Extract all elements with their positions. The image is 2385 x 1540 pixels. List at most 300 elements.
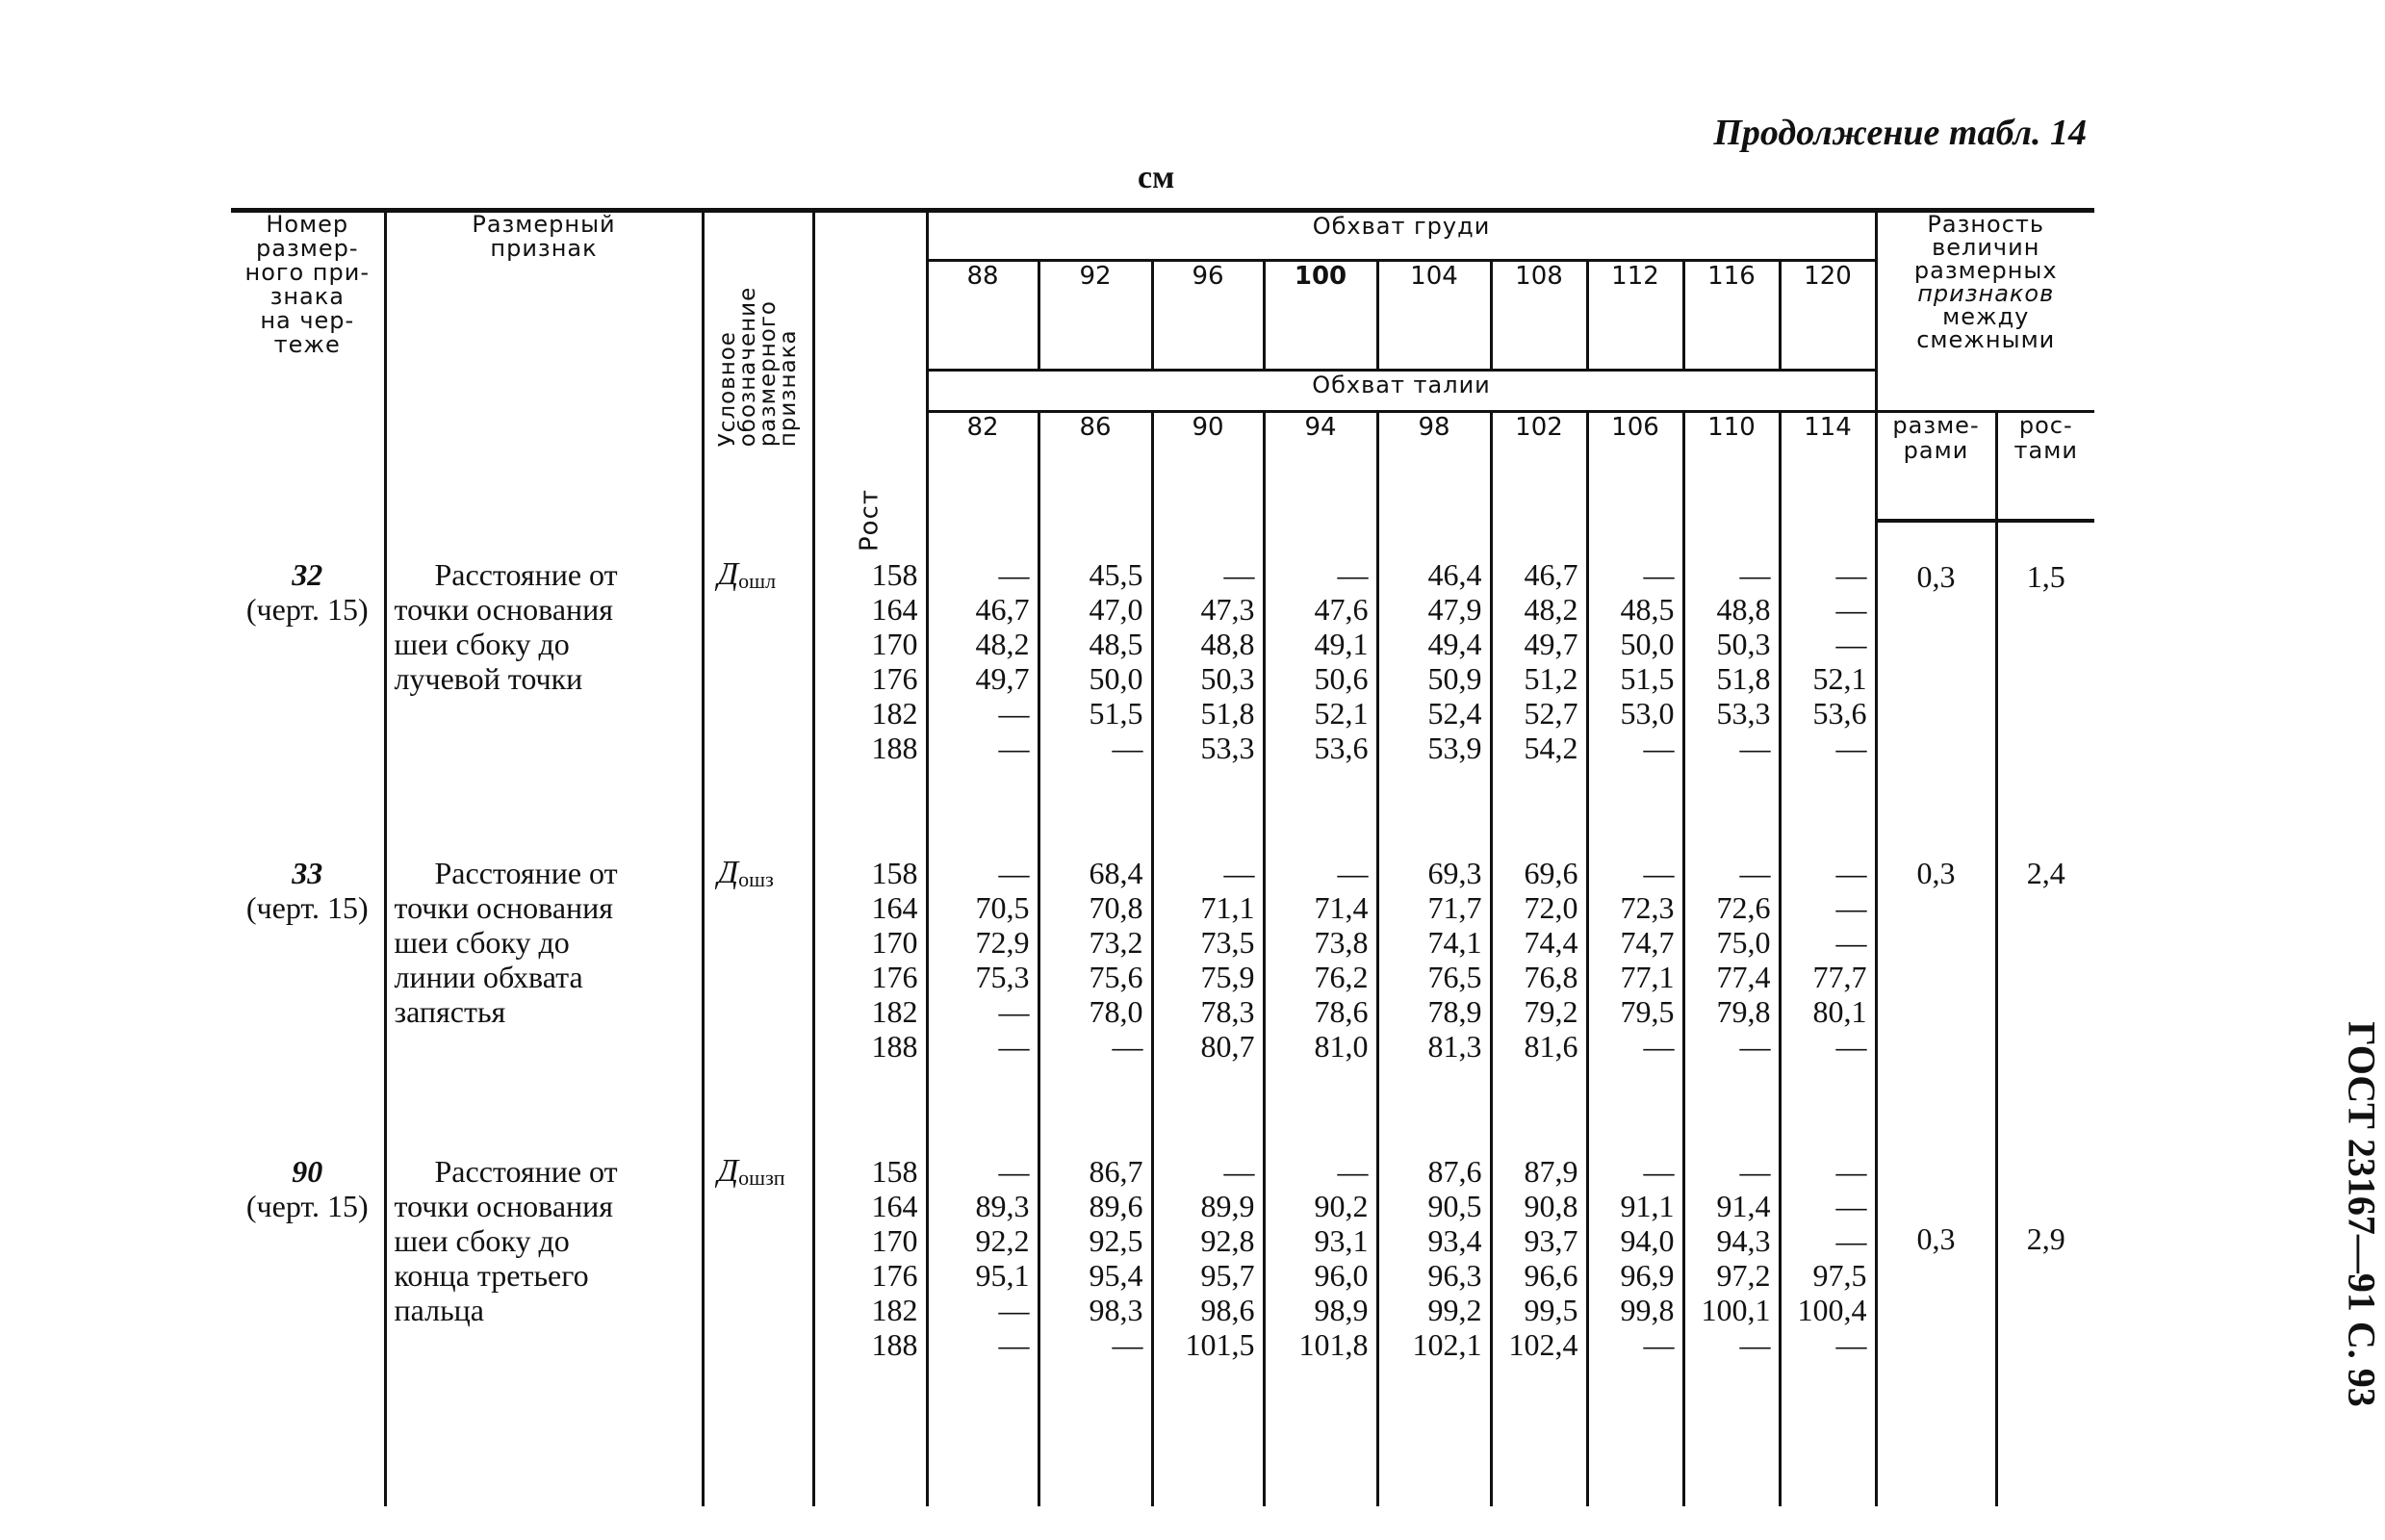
header-number-line: размер- bbox=[256, 235, 359, 262]
cell-value: — bbox=[1835, 1327, 1867, 1362]
cell-value: 51,5 bbox=[1620, 661, 1675, 696]
cell-value: 77,7 bbox=[1812, 960, 1867, 994]
cell-value: — bbox=[998, 1327, 1030, 1362]
cell-value: 78,9 bbox=[1427, 994, 1482, 1029]
row-symbol bbox=[703, 521, 813, 819]
cell-value: 72,9 bbox=[975, 925, 1030, 960]
waist-86: 86 bbox=[1039, 411, 1152, 521]
value-column bbox=[1683, 1117, 1780, 1506]
cell-value: 74,1 bbox=[1427, 925, 1482, 960]
cell-value: 78,0 bbox=[1089, 994, 1143, 1029]
cell-value: 92,5 bbox=[1089, 1223, 1143, 1258]
value-column bbox=[1780, 521, 1876, 819]
value-column bbox=[1683, 819, 1780, 1117]
cell-value: 48,2 bbox=[975, 627, 1030, 661]
cell-value: 92,2 bbox=[975, 1223, 1030, 1258]
row-name-line: Расстояние от bbox=[434, 1154, 618, 1189]
cell-value: 48,8 bbox=[1200, 627, 1255, 661]
cell-value: 96,6 bbox=[1524, 1258, 1578, 1293]
cell-value: 100,1 bbox=[1701, 1293, 1771, 1327]
header-name-line: признак bbox=[490, 235, 598, 262]
height-value: 164 bbox=[871, 890, 918, 925]
cell-value: 50,6 bbox=[1314, 661, 1369, 696]
cell-value: 102,1 bbox=[1412, 1327, 1482, 1362]
cell-value: 50,0 bbox=[1620, 627, 1675, 661]
cell-value: 90,2 bbox=[1314, 1189, 1369, 1223]
row-symbol-base: Д bbox=[717, 556, 739, 592]
header-number-line: теже bbox=[273, 331, 341, 358]
header-height-label: Рост bbox=[855, 488, 885, 552]
row-name-line: шеи сбоку до bbox=[394, 1223, 570, 1258]
header-symbol bbox=[703, 211, 813, 522]
cell-value: 80,7 bbox=[1200, 1029, 1255, 1064]
row-name-line: пальца bbox=[394, 1293, 484, 1327]
cell-value: 53,6 bbox=[1812, 696, 1867, 731]
cell-value: — bbox=[1223, 557, 1255, 592]
row-name-cell bbox=[385, 1117, 703, 1506]
cell-value: 45,5 bbox=[1089, 557, 1143, 592]
height-value: 182 bbox=[871, 1293, 918, 1327]
row-number: 90 bbox=[292, 1154, 323, 1189]
row-number-cell bbox=[231, 521, 385, 819]
cell-value: — bbox=[1739, 731, 1771, 765]
cell-value: 47,9 bbox=[1427, 592, 1482, 627]
cell-value: 93,4 bbox=[1427, 1223, 1482, 1258]
value-column bbox=[1377, 1117, 1491, 1506]
cell-value: 73,2 bbox=[1089, 925, 1143, 960]
value-column bbox=[1491, 521, 1587, 819]
cell-value: 49,7 bbox=[975, 661, 1030, 696]
cell-value: — bbox=[1223, 1154, 1255, 1189]
chest-116: 116 bbox=[1683, 261, 1780, 370]
cell-value: 79,5 bbox=[1620, 994, 1675, 1029]
value-column bbox=[1491, 1117, 1587, 1506]
cell-value: — bbox=[998, 1293, 1030, 1327]
cell-value: 50,3 bbox=[1200, 661, 1255, 696]
cell-value: 89,6 bbox=[1089, 1189, 1143, 1223]
height-value: 170 bbox=[871, 1223, 918, 1258]
cell-value: 78,3 bbox=[1200, 994, 1255, 1029]
height-value: 188 bbox=[871, 731, 918, 765]
measurement-table bbox=[231, 208, 2094, 1506]
cell-value: — bbox=[998, 731, 1030, 765]
header-number-line: ного при- bbox=[244, 259, 370, 286]
cell-value: 97,2 bbox=[1716, 1258, 1771, 1293]
cell-value: 77,4 bbox=[1716, 960, 1771, 994]
row-name-line: линии обхвата bbox=[394, 960, 583, 994]
cell-value: 76,5 bbox=[1427, 960, 1482, 994]
value-column bbox=[1780, 1117, 1876, 1506]
waist-82: 82 bbox=[927, 411, 1039, 521]
header-number-line: знака bbox=[269, 283, 345, 310]
value-column bbox=[1587, 521, 1683, 819]
chest-108: 108 bbox=[1491, 261, 1587, 370]
header-diff-line: величин bbox=[1932, 234, 2040, 261]
header-diff-size-line: рами bbox=[1903, 436, 1969, 464]
row-name-line: точки основания bbox=[394, 890, 613, 925]
cell-value: 75,6 bbox=[1089, 960, 1143, 994]
cell-value: 51,8 bbox=[1716, 661, 1771, 696]
cell-value: 50,9 bbox=[1427, 661, 1482, 696]
cell-value: 94,0 bbox=[1620, 1223, 1675, 1258]
cell-value: 71,1 bbox=[1200, 890, 1255, 925]
cell-value: — bbox=[1112, 731, 1143, 765]
cell-value: 78,6 bbox=[1314, 994, 1369, 1029]
cell-value: 68,4 bbox=[1089, 856, 1143, 890]
cell-value: 81,3 bbox=[1427, 1029, 1482, 1064]
cell-value: 53,0 bbox=[1620, 696, 1675, 731]
header-name-line: Размерный bbox=[472, 211, 616, 238]
cell-value: 49,1 bbox=[1314, 627, 1369, 661]
cell-value: — bbox=[1223, 856, 1255, 890]
row-symbol-sub: ошз bbox=[738, 867, 774, 891]
header-diff-height-line: рос- bbox=[2018, 411, 2073, 439]
row-number-cell bbox=[231, 1117, 385, 1506]
cell-value: 95,1 bbox=[975, 1258, 1030, 1293]
cell-value: 49,7 bbox=[1524, 627, 1578, 661]
header-chest-title: Обхват груди bbox=[927, 211, 1876, 261]
cell-value: — bbox=[1643, 856, 1675, 890]
row-name-line: лучевой точки bbox=[394, 661, 583, 696]
waist-106: 106 bbox=[1587, 411, 1683, 521]
value-column bbox=[1039, 521, 1152, 819]
waist-98: 98 bbox=[1377, 411, 1491, 521]
cell-value: — bbox=[1835, 856, 1867, 890]
cell-value: — bbox=[1643, 557, 1675, 592]
height-value: 158 bbox=[871, 557, 918, 592]
header-number bbox=[231, 211, 385, 522]
cell-value: 72,0 bbox=[1524, 890, 1578, 925]
cell-value: 69,3 bbox=[1427, 856, 1482, 890]
cell-value: — bbox=[1835, 627, 1867, 661]
cell-value: — bbox=[1835, 1154, 1867, 1189]
cell-value: 47,3 bbox=[1200, 592, 1255, 627]
value-column bbox=[1264, 819, 1377, 1117]
cell-value: 49,4 bbox=[1427, 627, 1482, 661]
cell-value: 86,7 bbox=[1089, 1154, 1143, 1189]
height-value: 182 bbox=[871, 994, 918, 1029]
cell-value: — bbox=[1643, 1154, 1675, 1189]
row-symbol bbox=[703, 819, 813, 1117]
waist-110: 110 bbox=[1683, 411, 1780, 521]
cell-value: 96,9 bbox=[1620, 1258, 1675, 1293]
header-diff-line: признаков bbox=[1917, 280, 2055, 307]
cell-value: 51,2 bbox=[1524, 661, 1578, 696]
row-number-cell bbox=[231, 819, 385, 1117]
cell-value: 79,2 bbox=[1524, 994, 1578, 1029]
row-symbol-sub: ошзп bbox=[738, 1166, 785, 1190]
header-diff-title bbox=[1876, 211, 2094, 412]
cell-value: 91,1 bbox=[1620, 1189, 1675, 1223]
header-number-line: Номер bbox=[266, 211, 349, 238]
cell-value: 92,8 bbox=[1200, 1223, 1255, 1258]
diff-size-value: 0,3 bbox=[1876, 819, 1996, 1117]
height-value: 164 bbox=[871, 1189, 918, 1223]
cell-value: 94,3 bbox=[1716, 1223, 1771, 1258]
waist-94: 94 bbox=[1264, 411, 1377, 521]
cell-value: 69,6 bbox=[1524, 856, 1578, 890]
cell-value: 72,3 bbox=[1620, 890, 1675, 925]
cell-value: — bbox=[1835, 592, 1867, 627]
header-diff-size bbox=[1876, 411, 1996, 521]
header-diff-height bbox=[1996, 411, 2094, 521]
cell-value: 52,7 bbox=[1524, 696, 1578, 731]
chest-88: 88 bbox=[927, 261, 1039, 370]
cell-value: — bbox=[1643, 731, 1675, 765]
chest-104: 104 bbox=[1377, 261, 1491, 370]
cell-value: — bbox=[1739, 1327, 1771, 1362]
cell-value: 46,4 bbox=[1427, 557, 1482, 592]
row-name-cell bbox=[385, 521, 703, 819]
header-diff-height-line: тами bbox=[2013, 436, 2078, 464]
value-column bbox=[927, 1117, 1039, 1506]
row-name-line: конца третьего bbox=[394, 1258, 589, 1293]
cell-value: 76,8 bbox=[1524, 960, 1578, 994]
value-column bbox=[1039, 819, 1152, 1117]
cell-value: — bbox=[1739, 1154, 1771, 1189]
row-name-line: Расстояние от bbox=[434, 557, 618, 592]
height-value: 176 bbox=[871, 661, 918, 696]
header-waist-title: Обхват талии bbox=[927, 370, 1876, 411]
cell-value: 97,5 bbox=[1812, 1258, 1867, 1293]
cell-value: — bbox=[1337, 1154, 1369, 1189]
cell-value: 52,1 bbox=[1812, 661, 1867, 696]
cell-value: 95,7 bbox=[1200, 1258, 1255, 1293]
row-number: 32 bbox=[292, 557, 323, 592]
header-symbol-line: размерного bbox=[755, 299, 781, 448]
cell-value: — bbox=[1112, 1327, 1143, 1362]
cell-value: 76,2 bbox=[1314, 960, 1369, 994]
cell-value: — bbox=[1643, 1327, 1675, 1362]
cell-value: 47,0 bbox=[1089, 592, 1143, 627]
cell-value: 87,6 bbox=[1427, 1154, 1482, 1189]
header-symbol-line: Условное bbox=[714, 331, 740, 448]
cell-value: 96,3 bbox=[1427, 1258, 1482, 1293]
header-height bbox=[813, 211, 927, 552]
value-column bbox=[1491, 819, 1587, 1117]
cell-value: 99,5 bbox=[1524, 1293, 1578, 1327]
cell-value: 48,8 bbox=[1716, 592, 1771, 627]
header-symbol-line: обозначение bbox=[734, 286, 760, 448]
cell-value: — bbox=[1739, 1029, 1771, 1064]
cell-value: 72,6 bbox=[1716, 890, 1771, 925]
cell-value: 102,4 bbox=[1508, 1327, 1578, 1362]
cell-value: 74,7 bbox=[1620, 925, 1675, 960]
cell-value: — bbox=[1835, 1189, 1867, 1223]
value-column bbox=[1587, 819, 1683, 1117]
height-value: 188 bbox=[871, 1327, 918, 1362]
cell-value: — bbox=[1835, 557, 1867, 592]
cell-value: 70,5 bbox=[975, 890, 1030, 925]
cell-value: 80,1 bbox=[1812, 994, 1867, 1029]
header-diff-size-line: разме- bbox=[1892, 411, 1980, 439]
cell-value: — bbox=[998, 557, 1030, 592]
cell-value: 100,4 bbox=[1797, 1293, 1867, 1327]
value-column bbox=[927, 521, 1039, 819]
cell-value: 48,5 bbox=[1089, 627, 1143, 661]
value-column bbox=[1683, 521, 1780, 819]
cell-value: — bbox=[1337, 856, 1369, 890]
cell-value: 51,5 bbox=[1089, 696, 1143, 731]
height-value: 164 bbox=[871, 592, 918, 627]
cell-value: 53,3 bbox=[1716, 696, 1771, 731]
unit-label: см bbox=[1138, 160, 1175, 195]
cell-value: 73,8 bbox=[1314, 925, 1369, 960]
height-value: 158 bbox=[871, 1154, 918, 1189]
cell-value: 81,6 bbox=[1524, 1029, 1578, 1064]
header-diff-line: между bbox=[1942, 303, 2030, 330]
cell-value: 89,9 bbox=[1200, 1189, 1255, 1223]
diff-height-value: 2,9 bbox=[1996, 1117, 2094, 1506]
row-heights bbox=[813, 819, 927, 1117]
value-column bbox=[927, 819, 1039, 1117]
header-name bbox=[385, 211, 703, 522]
cell-value: 75,9 bbox=[1200, 960, 1255, 994]
diff-height-value: 1,5 bbox=[1996, 521, 2094, 819]
cell-value: 74,4 bbox=[1524, 925, 1578, 960]
cell-value: — bbox=[1835, 925, 1867, 960]
cell-value: 101,5 bbox=[1185, 1327, 1255, 1362]
value-column bbox=[1152, 1117, 1264, 1506]
waist-102: 102 bbox=[1491, 411, 1587, 521]
height-value: 176 bbox=[871, 960, 918, 994]
row-number: 33 bbox=[292, 856, 323, 890]
value-column bbox=[1377, 819, 1491, 1117]
row-heights bbox=[813, 1117, 927, 1506]
cell-value: 87,9 bbox=[1524, 1154, 1578, 1189]
diff-height-value: 2,4 bbox=[1996, 819, 2094, 1117]
value-column bbox=[1264, 521, 1377, 819]
cell-value: 93,7 bbox=[1524, 1223, 1578, 1258]
value-column bbox=[1377, 521, 1491, 819]
cell-value: 89,3 bbox=[975, 1189, 1030, 1223]
cell-value: 46,7 bbox=[1524, 557, 1578, 592]
row-name-cell bbox=[385, 819, 703, 1117]
row-symbol-sub: ошл bbox=[738, 569, 777, 593]
value-column bbox=[1152, 521, 1264, 819]
cell-value: 95,4 bbox=[1089, 1258, 1143, 1293]
standard-page-label: ГОСТ 23167—91 С. 93 bbox=[2340, 1021, 2384, 1407]
row-drawing: (черт. 15) bbox=[245, 592, 369, 627]
value-column bbox=[1039, 1117, 1152, 1506]
cell-value: 53,6 bbox=[1314, 731, 1369, 765]
cell-value: 47,6 bbox=[1314, 592, 1369, 627]
cell-value: — bbox=[998, 696, 1030, 731]
waist-114: 114 bbox=[1780, 411, 1876, 521]
cell-value: — bbox=[1337, 557, 1369, 592]
cell-value: — bbox=[998, 856, 1030, 890]
cell-value: 77,1 bbox=[1620, 960, 1675, 994]
cell-value: 54,2 bbox=[1524, 731, 1578, 765]
height-value: 182 bbox=[871, 696, 918, 731]
cell-value: 93,1 bbox=[1314, 1223, 1369, 1258]
cell-value: — bbox=[1643, 1029, 1675, 1064]
table-row-group-90 bbox=[231, 1117, 2094, 1506]
cell-value: — bbox=[1835, 1029, 1867, 1064]
row-drawing: (черт. 15) bbox=[245, 890, 369, 925]
cell-value: 99,8 bbox=[1620, 1293, 1675, 1327]
height-value: 158 bbox=[871, 856, 918, 890]
height-value: 170 bbox=[871, 627, 918, 661]
header-diff-line: Разность bbox=[1927, 211, 2045, 238]
header-number-line: на чер- bbox=[260, 307, 355, 334]
cell-value: 53,9 bbox=[1427, 731, 1482, 765]
cell-value: 52,1 bbox=[1314, 696, 1369, 731]
header-diff-line: смежными bbox=[1916, 326, 2056, 353]
cell-value: — bbox=[1739, 557, 1771, 592]
waist-90: 90 bbox=[1152, 411, 1264, 521]
row-name-line: точки основания bbox=[394, 1189, 613, 1223]
cell-value: — bbox=[998, 994, 1030, 1029]
cell-value: 98,3 bbox=[1089, 1293, 1143, 1327]
value-column bbox=[1264, 1117, 1377, 1506]
cell-value: 91,4 bbox=[1716, 1189, 1771, 1223]
cell-value: 99,2 bbox=[1427, 1293, 1482, 1327]
value-column bbox=[1152, 819, 1264, 1117]
cell-value: — bbox=[998, 1154, 1030, 1189]
cell-value: 90,5 bbox=[1427, 1189, 1482, 1223]
cell-value: — bbox=[1835, 731, 1867, 765]
cell-value: 75,3 bbox=[975, 960, 1030, 994]
diff-size-value: 0,3 bbox=[1876, 1117, 1996, 1506]
cell-value: — bbox=[1835, 1223, 1867, 1258]
height-value: 170 bbox=[871, 925, 918, 960]
cell-value: 70,8 bbox=[1089, 890, 1143, 925]
cell-value: — bbox=[1835, 890, 1867, 925]
cell-value: — bbox=[998, 1029, 1030, 1064]
row-name-line: шеи сбоку до bbox=[394, 925, 570, 960]
cell-value: — bbox=[1112, 1029, 1143, 1064]
cell-value: 96,0 bbox=[1314, 1258, 1369, 1293]
cell-value: 71,7 bbox=[1427, 890, 1482, 925]
cell-value: 46,7 bbox=[975, 592, 1030, 627]
row-symbol-base: Д bbox=[717, 1153, 739, 1189]
cell-value: 81,0 bbox=[1314, 1029, 1369, 1064]
value-column bbox=[1780, 819, 1876, 1117]
row-name-line: точки основания bbox=[394, 592, 613, 627]
row-symbol-base: Д bbox=[717, 855, 739, 890]
cell-value: 98,9 bbox=[1314, 1293, 1369, 1327]
header-symbol-line: признака bbox=[775, 329, 801, 448]
cell-value: 52,4 bbox=[1427, 696, 1482, 731]
row-name-line: шеи сбоку до bbox=[394, 627, 570, 661]
row-heights bbox=[813, 521, 927, 819]
cell-value: 101,8 bbox=[1298, 1327, 1369, 1362]
cell-value: 51,8 bbox=[1200, 696, 1255, 731]
height-value: 176 bbox=[871, 1258, 918, 1293]
cell-value: 71,4 bbox=[1314, 890, 1369, 925]
cell-value: 73,5 bbox=[1200, 925, 1255, 960]
cell-value: — bbox=[1739, 856, 1771, 890]
cell-value: 48,2 bbox=[1524, 592, 1578, 627]
cell-value: 48,5 bbox=[1620, 592, 1675, 627]
table-continuation-title: Продолжение табл. 14 bbox=[1713, 113, 2087, 153]
row-name-line: Расстояние от bbox=[434, 856, 618, 890]
table-row-group-32 bbox=[231, 521, 2094, 819]
chest-120: 120 bbox=[1780, 261, 1876, 370]
cell-value: 98,6 bbox=[1200, 1293, 1255, 1327]
cell-value: 53,3 bbox=[1200, 731, 1255, 765]
row-symbol bbox=[703, 1117, 813, 1506]
chest-96: 96 bbox=[1152, 261, 1264, 370]
cell-value: 75,0 bbox=[1716, 925, 1771, 960]
cell-value: 90,8 bbox=[1524, 1189, 1578, 1223]
row-drawing: (черт. 15) bbox=[245, 1189, 369, 1223]
chest-112: 112 bbox=[1587, 261, 1683, 370]
table-row-group-33 bbox=[231, 819, 2094, 1117]
cell-value: 50,0 bbox=[1089, 661, 1143, 696]
header-diff-line: размерных bbox=[1913, 257, 2058, 284]
